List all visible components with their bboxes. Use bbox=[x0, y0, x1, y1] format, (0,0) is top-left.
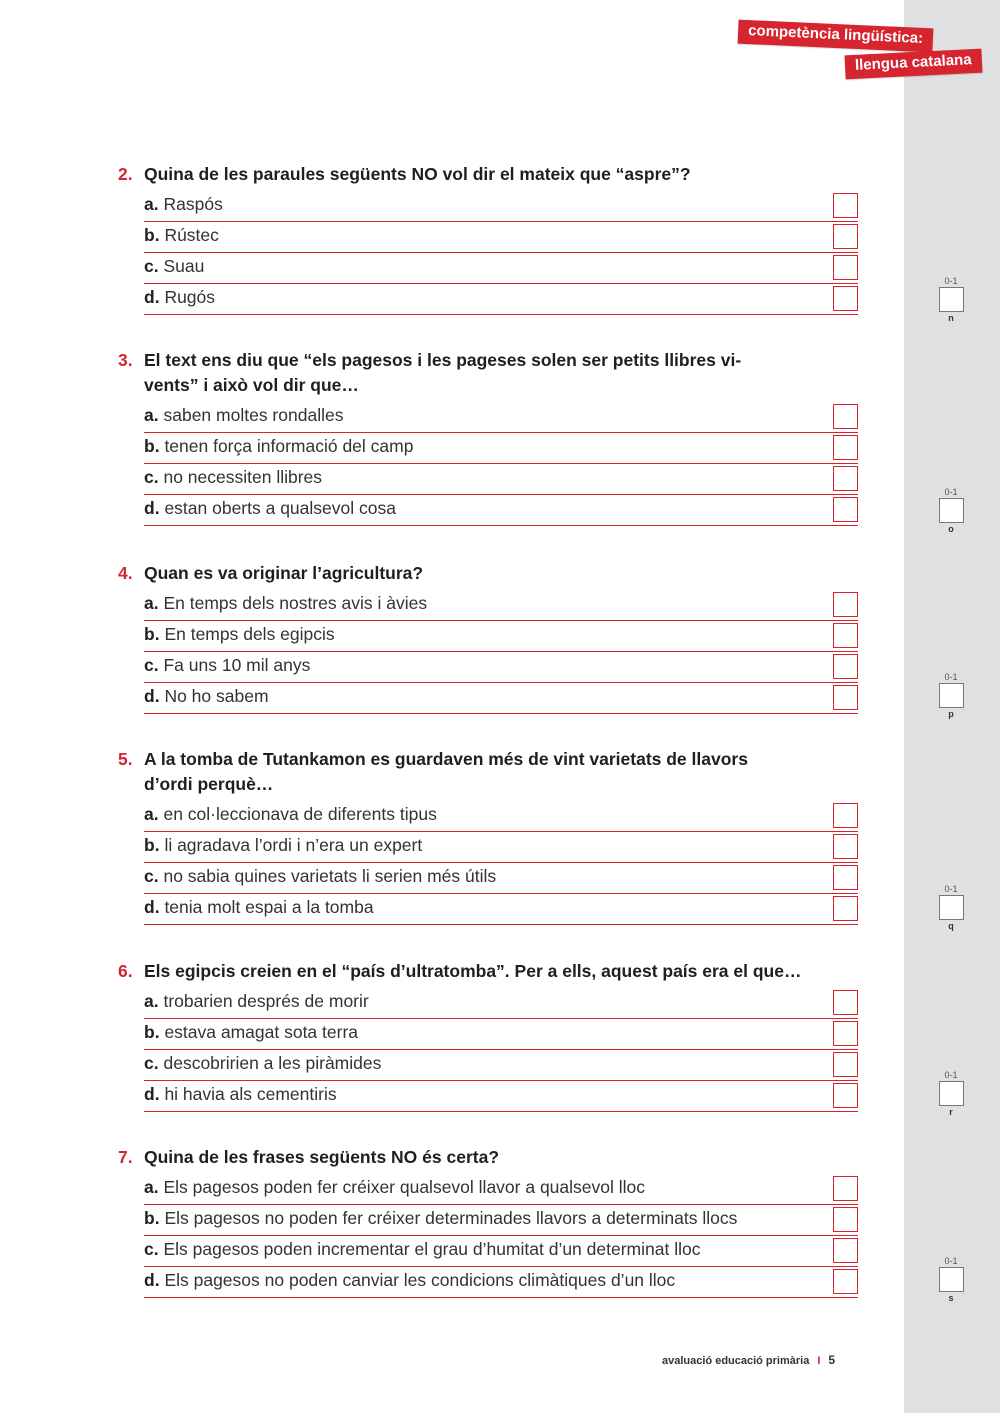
answer-checkbox[interactable] bbox=[833, 1238, 858, 1263]
question-number: 6. bbox=[118, 961, 133, 981]
option-b[interactable] bbox=[144, 433, 858, 464]
option-text: Els pagesos poden fer créixer qualsevol llavor a qualsevol lloc bbox=[163, 1177, 645, 1197]
option-text: Els pagesos poden incrementar el grau d’humitat d’un determinat lloc bbox=[163, 1239, 701, 1259]
answer-checkbox[interactable] bbox=[833, 497, 858, 522]
option-letter: d. bbox=[144, 498, 160, 518]
question-text-line2: d’ordi perquè… bbox=[144, 774, 274, 794]
score-letter: q bbox=[948, 921, 954, 931]
option-text: Suau bbox=[163, 256, 205, 276]
option-b[interactable] bbox=[144, 222, 858, 253]
answer-checkbox[interactable] bbox=[833, 1269, 858, 1294]
answer-checkbox[interactable] bbox=[833, 685, 858, 710]
option-text: no sabia quines varietats li serien més útils bbox=[163, 866, 497, 886]
option-letter: b. bbox=[144, 436, 160, 456]
page-footer bbox=[662, 1353, 835, 1367]
option-text: estan oberts a qualsevol cosa bbox=[164, 498, 396, 518]
option-text: En temps dels egipcis bbox=[164, 624, 335, 644]
answer-checkbox[interactable] bbox=[833, 466, 858, 491]
option-text: descobririen a les piràmides bbox=[163, 1053, 382, 1073]
option-c[interactable] bbox=[144, 1050, 858, 1081]
answer-checkbox[interactable] bbox=[833, 803, 858, 828]
question-text-line1: A la tomba de Tutankamon es guardaven més de vint varietats de llavors bbox=[144, 749, 748, 769]
option-text: no necessiten llibres bbox=[163, 467, 323, 487]
option-letter: a. bbox=[144, 804, 159, 824]
option-text: Rústec bbox=[164, 225, 219, 245]
score-box-o bbox=[938, 487, 964, 535]
question-number: 4. bbox=[118, 563, 133, 583]
option-list bbox=[144, 1174, 858, 1298]
question-title bbox=[118, 162, 858, 187]
question-5 bbox=[118, 747, 858, 925]
option-letter: c. bbox=[144, 1239, 159, 1259]
option-a[interactable] bbox=[144, 590, 858, 621]
option-letter: b. bbox=[144, 1208, 160, 1228]
option-letter: b. bbox=[144, 835, 160, 855]
option-list bbox=[144, 988, 858, 1112]
score-letter: r bbox=[949, 1107, 953, 1117]
option-text: en col·leccionava de diferents tipus bbox=[163, 804, 437, 824]
score-range: 0-1 bbox=[944, 1070, 958, 1080]
option-letter: d. bbox=[144, 1270, 160, 1290]
answer-checkbox[interactable] bbox=[833, 865, 858, 890]
option-letter: a. bbox=[144, 991, 159, 1011]
option-b[interactable] bbox=[144, 1019, 858, 1050]
option-c[interactable] bbox=[144, 863, 858, 894]
question-6 bbox=[118, 959, 858, 1112]
option-a[interactable] bbox=[144, 402, 858, 433]
option-letter: d. bbox=[144, 686, 160, 706]
option-text: li agradava l’ordi i n’era un expert bbox=[164, 835, 423, 855]
score-range: 0-1 bbox=[944, 276, 958, 286]
option-d[interactable] bbox=[144, 1081, 858, 1112]
score-input[interactable] bbox=[939, 1081, 964, 1106]
answer-checkbox[interactable] bbox=[833, 834, 858, 859]
option-list bbox=[144, 801, 858, 925]
question-title bbox=[118, 747, 858, 797]
option-text: Rugós bbox=[164, 287, 216, 307]
question-title bbox=[118, 348, 858, 398]
answer-checkbox[interactable] bbox=[833, 990, 858, 1015]
question-number: 3. bbox=[118, 350, 133, 370]
answer-checkbox[interactable] bbox=[833, 592, 858, 617]
option-list bbox=[144, 590, 858, 714]
answer-checkbox[interactable] bbox=[833, 1207, 858, 1232]
page-number: 5 bbox=[828, 1353, 836, 1367]
option-d[interactable] bbox=[144, 495, 858, 526]
answer-checkbox[interactable] bbox=[833, 286, 858, 311]
answer-checkbox[interactable] bbox=[833, 654, 858, 679]
question-number: 5. bbox=[118, 749, 133, 769]
question-text-line1: El text ens diu que “els pagesos i les pageses solen ser petits llibres vi- bbox=[144, 350, 742, 370]
option-letter: d. bbox=[144, 1084, 160, 1104]
option-text: Els pagesos no poden canviar les condicions climàtiques d’un lloc bbox=[164, 1270, 676, 1290]
question-text: Els egipcis creien en el “país d’ultratomba”. Per a ells, aquest país era el que… bbox=[144, 961, 802, 981]
option-letter: c. bbox=[144, 467, 159, 487]
question-7 bbox=[118, 1145, 858, 1298]
score-letter: o bbox=[948, 524, 954, 534]
question-number: 7. bbox=[118, 1147, 133, 1167]
question-text: Quan es va originar l’agricultura? bbox=[144, 563, 424, 583]
option-text: En temps dels nostres avis i àvies bbox=[163, 593, 428, 613]
option-text: trobarien després de morir bbox=[163, 991, 369, 1011]
score-box-n bbox=[938, 276, 964, 324]
subject-ribbon-line1: competència lingüística: bbox=[738, 20, 934, 53]
answer-checkbox[interactable] bbox=[833, 623, 858, 648]
answer-checkbox[interactable] bbox=[833, 896, 858, 921]
score-input[interactable] bbox=[939, 287, 964, 312]
option-d[interactable] bbox=[144, 284, 858, 315]
score-box-r bbox=[938, 1070, 964, 1118]
answer-checkbox[interactable] bbox=[833, 193, 858, 218]
option-text: No ho sabem bbox=[164, 686, 269, 706]
option-letter: c. bbox=[144, 655, 159, 675]
question-title bbox=[118, 1145, 858, 1170]
answer-checkbox[interactable] bbox=[833, 1083, 858, 1108]
option-c[interactable] bbox=[144, 1236, 858, 1267]
answer-checkbox[interactable] bbox=[833, 255, 858, 280]
footer-separator: I bbox=[817, 1355, 821, 1367]
question-title bbox=[118, 959, 858, 984]
option-a[interactable] bbox=[144, 191, 858, 222]
option-letter: b. bbox=[144, 1022, 160, 1042]
option-b[interactable] bbox=[144, 832, 858, 863]
subject-ribbon-line2: llengua catalana bbox=[844, 49, 982, 80]
option-c[interactable] bbox=[144, 253, 858, 284]
question-text: Quina de les paraules següents NO vol dir el mateix que “aspre”? bbox=[144, 164, 691, 184]
score-range: 0-1 bbox=[944, 1256, 958, 1266]
question-4 bbox=[118, 561, 858, 714]
option-letter: c. bbox=[144, 1053, 159, 1073]
option-letter: b. bbox=[144, 624, 160, 644]
score-input[interactable] bbox=[939, 895, 964, 920]
option-text: estava amagat sota terra bbox=[164, 1022, 359, 1042]
answer-checkbox[interactable] bbox=[833, 1052, 858, 1077]
question-text-line2: vents” i això vol dir que… bbox=[144, 375, 359, 395]
question-3 bbox=[118, 348, 858, 526]
footer-label: avaluació educació primària bbox=[662, 1355, 810, 1367]
option-d[interactable] bbox=[144, 683, 858, 714]
option-letter: d. bbox=[144, 897, 160, 917]
option-b[interactable] bbox=[144, 621, 858, 652]
answer-checkbox[interactable] bbox=[833, 1176, 858, 1201]
score-letter: p bbox=[948, 709, 954, 719]
question-number: 2. bbox=[118, 164, 133, 184]
option-letter: b. bbox=[144, 225, 160, 245]
option-text: Fa uns 10 mil anys bbox=[163, 655, 311, 675]
option-letter: d. bbox=[144, 287, 160, 307]
score-range: 0-1 bbox=[944, 672, 958, 682]
score-input[interactable] bbox=[939, 683, 964, 708]
option-list bbox=[144, 191, 858, 315]
option-letter: c. bbox=[144, 866, 159, 886]
option-d[interactable] bbox=[144, 894, 858, 925]
score-input[interactable] bbox=[939, 1267, 964, 1292]
score-box-p bbox=[938, 672, 964, 720]
score-range: 0-1 bbox=[944, 884, 958, 894]
option-letter: a. bbox=[144, 593, 159, 613]
option-a[interactable] bbox=[144, 801, 858, 832]
score-letter: n bbox=[948, 313, 954, 323]
option-a[interactable] bbox=[144, 988, 858, 1019]
option-text: Els pagesos no poden fer créixer determinades llavors a determinats llocs bbox=[164, 1208, 738, 1228]
option-text: saben moltes rondalles bbox=[163, 405, 344, 425]
question-title bbox=[118, 561, 858, 586]
option-c[interactable] bbox=[144, 652, 858, 683]
score-box-s bbox=[938, 1256, 964, 1304]
option-text: tenen força informació del camp bbox=[164, 436, 414, 456]
question-2 bbox=[118, 162, 858, 315]
option-letter: a. bbox=[144, 1177, 159, 1197]
option-text: tenia molt espai a la tomba bbox=[164, 897, 374, 917]
answer-checkbox[interactable] bbox=[833, 435, 858, 460]
option-c[interactable] bbox=[144, 464, 858, 495]
score-letter: s bbox=[948, 1293, 954, 1303]
option-list bbox=[144, 402, 858, 526]
option-text: Raspós bbox=[163, 194, 223, 214]
option-a[interactable] bbox=[144, 1174, 858, 1205]
question-text: Quina de les frases següents NO és certa? bbox=[144, 1147, 500, 1167]
answer-checkbox[interactable] bbox=[833, 224, 858, 249]
score-input[interactable] bbox=[939, 498, 964, 523]
answer-checkbox[interactable] bbox=[833, 404, 858, 429]
option-letter: a. bbox=[144, 405, 159, 425]
answer-checkbox[interactable] bbox=[833, 1021, 858, 1046]
option-letter: c. bbox=[144, 256, 159, 276]
score-box-q bbox=[938, 884, 964, 932]
option-text: hi havia als cementiris bbox=[164, 1084, 337, 1104]
option-d[interactable] bbox=[144, 1267, 858, 1298]
option-letter: a. bbox=[144, 194, 159, 214]
score-range: 0-1 bbox=[944, 487, 958, 497]
option-b[interactable] bbox=[144, 1205, 858, 1236]
